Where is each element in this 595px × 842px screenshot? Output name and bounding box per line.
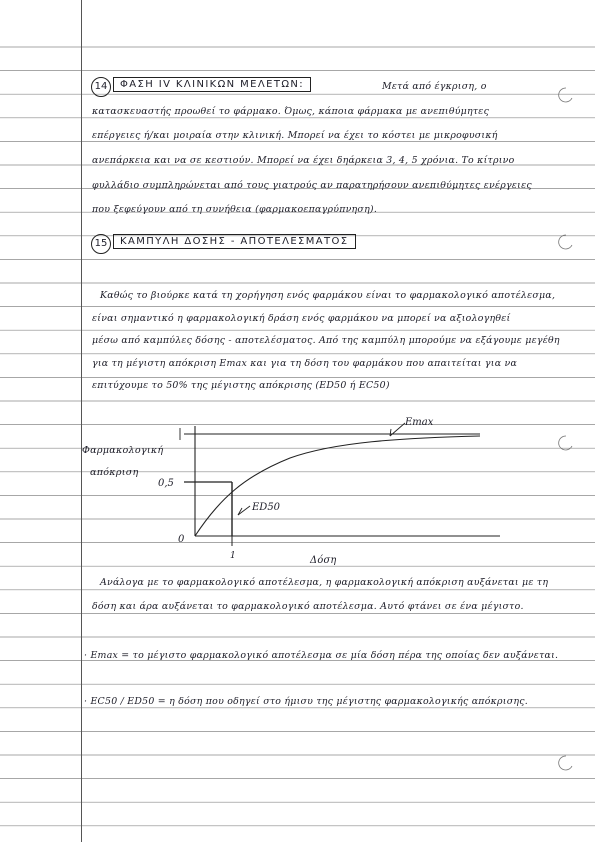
- graph-ylabel: Φαρμακολογική: [82, 445, 164, 456]
- section-15-line: επιτύχουμε το 50% της μέγιστης απόκρισης (ED50 ή EC50): [92, 380, 390, 391]
- section-15-line: Καθώς το βιούρκε κατά τη χορήγηση ενός φαρμάκου είναι το φαρμακολογικό αποτέλεσμα,: [100, 290, 556, 301]
- section-15-line: μέσω από καμπύλες δόσης - αποτελέσματος. Από της καμπύλη μπορούμε να εξάγουμε μεγέθη: [92, 335, 560, 346]
- section-14-number: 14: [91, 77, 111, 97]
- ed50-arrow: [238, 506, 250, 515]
- tick-y-half: 0,5: [158, 478, 174, 489]
- dose-response-curve: [195, 436, 480, 536]
- ed50-label: ED50: [252, 502, 281, 513]
- emax-label: Emax: [405, 417, 434, 428]
- graph-ylabel: απόκριση: [90, 467, 139, 478]
- section-14-line: Μετά από έγκριση, ο: [382, 81, 487, 92]
- section-14-line: που ξεφεύγουν από τη συνήθεια (φαρμακοεπαγρύπνηση).: [92, 204, 378, 215]
- conclusion-line: δόση και άρα αυξάνεται το φαρμακολογικό αποτέλεσμα. Αυτό φτάνει σε ένα μέγιστο.: [92, 601, 524, 612]
- definition-emax: · Emax = το μέγιστο φαρμακολογικό αποτέλεσμα σε μία δόση πέρα της οποίας δεν αυξάνεται.: [84, 650, 559, 661]
- section-14-line: φυλλάδιο συμπληρώνεται από τους γιατρούς αν παρατηρήσουν ανεπιθύμητες ενέργειες: [92, 180, 532, 191]
- section-15-heading: ΚΑΜΠΥΛΗ ΔΟΣΗΣ - ΑΠΟΤΕΛΕΣΜΑΤΟΣ: [113, 234, 356, 249]
- origin-label: 0: [178, 534, 185, 545]
- section-14-line: επέργειες ή/και μοιραία στην κλινική. Μπορεί να έχει το κόστει με μικροφυσική: [92, 130, 498, 141]
- section-15-line: για τη μέγιστη απόκριση Emax και για τη δόση του φαρμάκου που απαιτείται για να: [92, 358, 518, 369]
- tick-x-label: 1: [230, 551, 236, 561]
- section-14-heading: ΦΑΣΗ IV ΚΛΙΝΙΚΩΝ ΜΕΛΕΤΩΝ:: [113, 77, 311, 92]
- section-14-line: ανεπάρκεια και να σε κεστιούν. Μπορεί να έχει δηάρκεια 3, 4, 5 χρόνια. Το κίτρινο: [92, 155, 515, 166]
- section-14-line: κατασκευαστής προωθεί το φάρμακο. Όμως, κάποια φάρμακα με ανεπιθύμητες: [92, 106, 490, 117]
- graph-xlabel: Δόση: [310, 555, 337, 566]
- section-15-line: είναι σημαντικό η φαρμακολογική δράση ενός φαρμάκου να μπορεί να αξιολογηθεί: [92, 313, 511, 324]
- conclusion-line: Ανάλογα με το φαρμακολογικό αποτέλεσμα, η φαρμακολογική απόκριση αυξάνεται με τη: [100, 577, 549, 588]
- section-15-number: 15: [91, 234, 111, 254]
- dose-response-graph: [150, 408, 510, 568]
- definition-ec50: · EC50 / ED50 = η δόση που οδηγεί στο ήμισυ της μέγιστης φαρμακολογικής απόκρισης.: [84, 696, 528, 707]
